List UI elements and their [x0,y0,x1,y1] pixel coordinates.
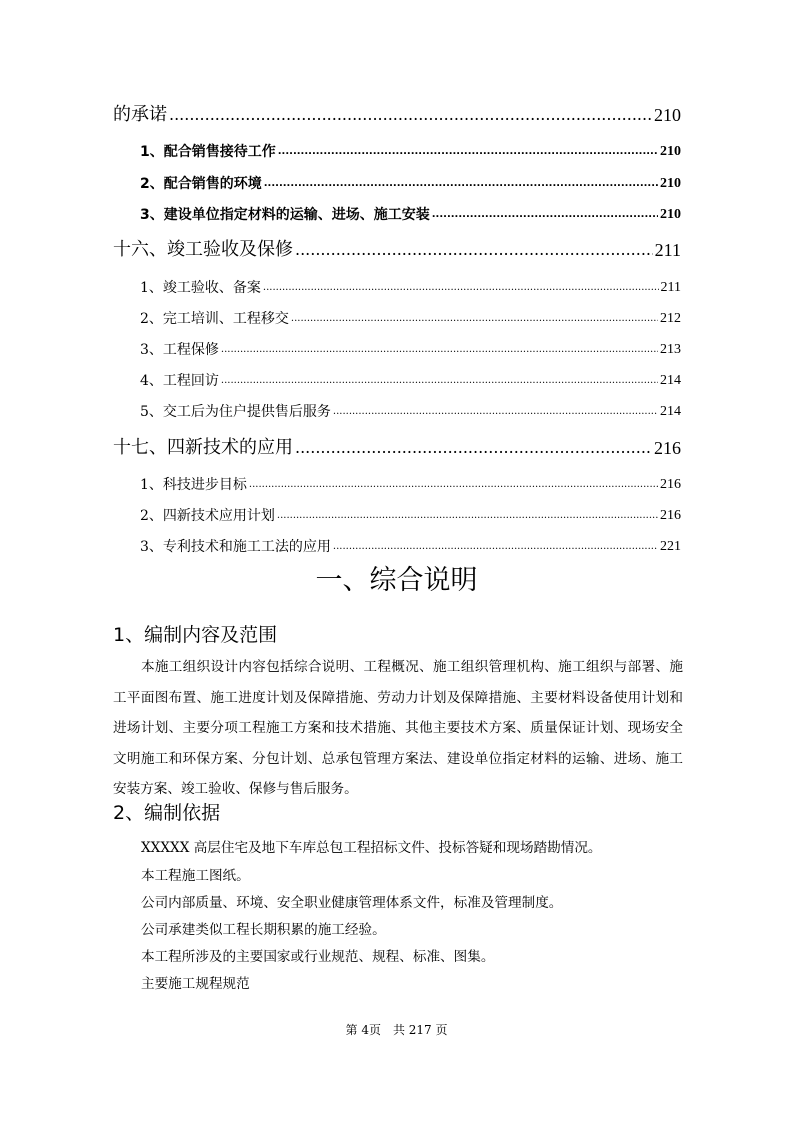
toc-leader-dots [263,277,659,299]
toc-entry-title: 5、交工后为住户提供售后服务 [140,404,331,420]
toc-entry-page: 211 [660,280,681,295]
toc-entry-page: 216 [660,508,681,523]
toc-leader-dots [249,474,658,496]
toc-leader-dots [295,237,653,263]
toc-leader-dots [291,308,658,330]
toc-entry-title: 十七、四新技术的应用 [113,437,293,458]
toc-entry-page: 216 [660,477,681,492]
toc-leader-dots [221,339,658,361]
toc-entry-page: 210 [654,105,681,125]
toc-leader-dots [432,204,658,226]
toc-entry-page: 213 [660,342,681,357]
toc-entry[interactable] [113,237,681,263]
toc-entry[interactable] [140,339,681,361]
toc-entry-title: 的承诺 [113,104,167,125]
toc-entry-title: 1、配合销售接待工作 [140,144,276,160]
toc-entry-title: 1、科技进步目标 [140,477,247,493]
chapter-heading: 一、综合说明 [315,565,478,596]
toc-leader-dots [295,435,652,461]
toc-leader-dots [264,173,658,195]
basis-line: 本工程施工图纸。 [141,868,250,884]
toc-leader-dots [169,102,652,128]
toc-leader-dots [221,370,658,392]
toc-entry-page: 221 [660,539,681,554]
toc-entry[interactable] [140,204,681,226]
basis-line: XXXXX 高层住宅及地下车库总包工程招标文件、投标答疑和现场踏勘情况。 [141,840,602,856]
toc-entry-page: 214 [660,373,681,388]
toc-entry-title: 2、四新技术应用计划 [140,508,275,524]
toc-entry[interactable] [140,370,681,392]
toc-entry[interactable] [140,308,681,330]
basis-line: 公司内部质量、环境、安全职业健康管理体系文件，标准及管理制度。 [141,895,563,911]
basis-line: 公司承建类似工程长期积累的施工经验。 [141,922,386,938]
toc-entry-page: 210 [660,176,681,191]
toc-entry[interactable] [140,536,681,558]
toc-entry[interactable] [113,435,681,461]
toc-entry-title: 2、完工培训、工程移交 [140,311,289,327]
toc-leader-dots [277,505,658,527]
page-footer: 第 4页 共 217 页 [345,1023,448,1037]
basis-line: 本工程所涉及的主要国家或行业规范、规程、标准、图集。 [141,949,495,965]
basis-line: 主要施工规程规范 [141,976,250,992]
toc-entry[interactable] [140,474,681,496]
toc-leader-dots [333,401,658,423]
toc-entry-title: 2、配合销售的环境 [140,176,262,192]
toc-entry-page: 210 [660,207,681,222]
scope-paragraph: 本施工组织设计内容包括综合说明、工程概况、施工组织管理机构、施工组织与部署、施工平面图布置、施工进度计划及保障措施、劳动力计划及保障措施、主要材料设备使用计划和进场计划、主要分项工程施工方案和技术措施、其他主要技术方案、质量保证计划、现场安全文明施工和环保方案、分包计划、总承包管理方案法、建设单位指定材料的运输、进场、施工安装方案、竣工验收、保修与售后服务。 [113,659,683,798]
toc-entry-page: 210 [660,144,681,159]
toc-entry-page: 214 [660,404,681,419]
toc-entry-title: 十六、竣工验收及保修 [113,239,293,260]
toc-entry-page: 212 [660,311,681,326]
toc-entry[interactable] [140,505,681,527]
toc-entry[interactable] [140,401,681,423]
toc-entry-title: 3、专利技术和施工工法的应用 [140,539,331,555]
toc-entry[interactable] [140,173,681,195]
toc-entry[interactable] [140,141,681,163]
toc-entry-page: 211 [654,240,681,260]
toc-leader-dots [333,536,658,558]
toc-entry[interactable] [113,102,681,128]
toc-entry-title: 3、建设单位指定材料的运输、进场、施工安装 [140,207,430,223]
section-heading-scope: 1、编制内容及范围 [113,624,278,646]
toc-entry[interactable] [140,277,681,299]
toc-entry-page: 216 [654,438,681,458]
toc-entry-title: 4、工程回访 [140,373,219,389]
section-heading-basis: 2、编制依据 [113,802,221,824]
toc-entry-title: 3、工程保修 [140,342,219,358]
toc-entry-title: 1、竣工验收、备案 [140,280,261,296]
toc-leader-dots [278,141,658,163]
